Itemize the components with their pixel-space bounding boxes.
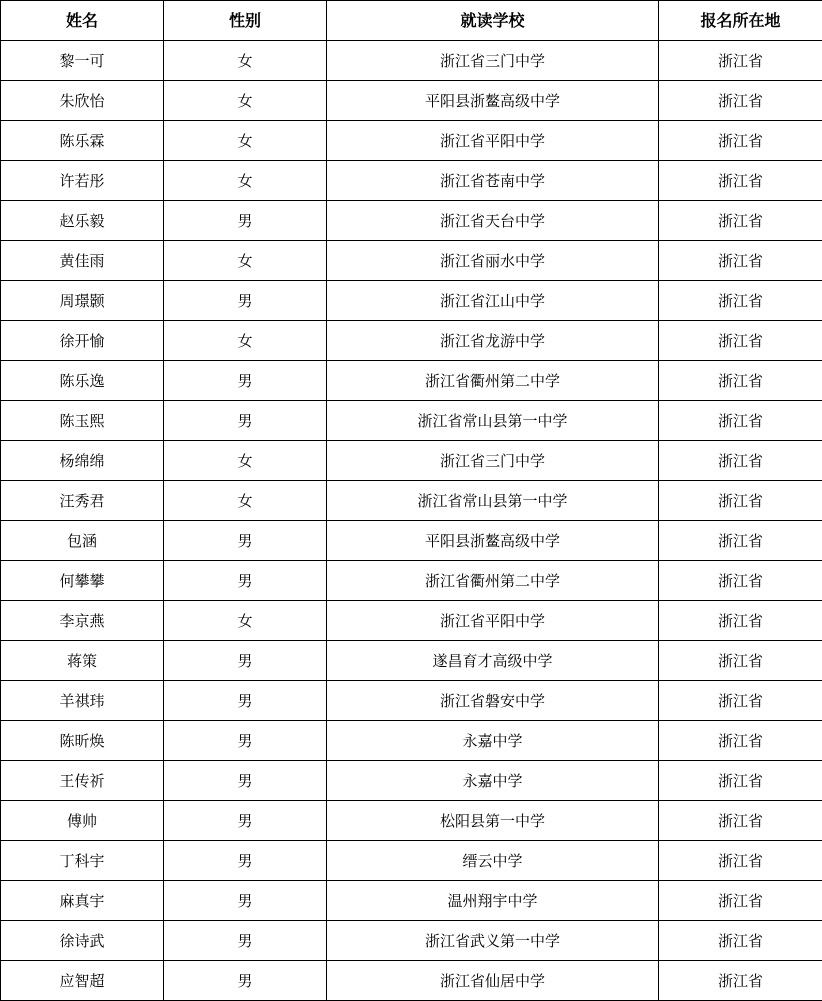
table-row (1, 601, 822, 641)
cell-school: 浙江省常山县第一中学 (327, 401, 659, 441)
cell-name: 何攀攀 (1, 561, 164, 601)
cell-gender: 男 (164, 201, 327, 241)
cell-region: 浙江省 (659, 881, 822, 921)
cell-name: 徐诗武 (1, 921, 164, 961)
cell-region: 浙江省 (659, 961, 822, 1001)
cell-name: 傅帅 (1, 801, 164, 841)
cell-name: 周璟颢 (1, 281, 164, 321)
cell-gender: 男 (164, 801, 327, 841)
cell-region: 浙江省 (659, 841, 822, 881)
cell-school: 浙江省常山县第一中学 (327, 481, 659, 521)
table-row (1, 241, 822, 281)
table-row (1, 201, 822, 241)
table-row (1, 441, 822, 481)
cell-region: 浙江省 (659, 601, 822, 641)
cell-region: 浙江省 (659, 401, 822, 441)
cell-region: 浙江省 (659, 81, 822, 121)
table-row (1, 361, 822, 401)
cell-school: 浙江省丽水中学 (327, 241, 659, 281)
cell-region: 浙江省 (659, 201, 822, 241)
cell-name: 陈玉熙 (1, 401, 164, 441)
cell-name: 黎一可 (1, 41, 164, 81)
cell-school: 浙江省三门中学 (327, 41, 659, 81)
cell-name: 赵乐毅 (1, 201, 164, 241)
cell-name: 包涵 (1, 521, 164, 561)
cell-gender: 女 (164, 481, 327, 521)
cell-gender: 男 (164, 721, 327, 761)
cell-region: 浙江省 (659, 641, 822, 681)
cell-gender: 女 (164, 81, 327, 121)
cell-region: 浙江省 (659, 521, 822, 561)
cell-region: 浙江省 (659, 481, 822, 521)
cell-name: 黄佳雨 (1, 241, 164, 281)
cell-name: 应智超 (1, 961, 164, 1001)
cell-region: 浙江省 (659, 561, 822, 601)
cell-region: 浙江省 (659, 441, 822, 481)
cell-region: 浙江省 (659, 681, 822, 721)
cell-school: 温州翔宇中学 (327, 881, 659, 921)
cell-gender: 女 (164, 241, 327, 281)
cell-gender: 男 (164, 641, 327, 681)
cell-school: 缙云中学 (327, 841, 659, 881)
header-region: 报名所在地 (659, 1, 822, 41)
cell-school: 浙江省天台中学 (327, 201, 659, 241)
cell-name: 羊祺玮 (1, 681, 164, 721)
cell-region: 浙江省 (659, 321, 822, 361)
header-gender: 性别 (164, 1, 327, 41)
table-row (1, 721, 822, 761)
cell-region: 浙江省 (659, 121, 822, 161)
cell-region: 浙江省 (659, 41, 822, 81)
cell-region: 浙江省 (659, 921, 822, 961)
cell-gender: 男 (164, 401, 327, 441)
cell-gender: 男 (164, 361, 327, 401)
cell-gender: 男 (164, 681, 327, 721)
cell-school: 浙江省衢州第二中学 (327, 561, 659, 601)
cell-school: 浙江省平阳中学 (327, 601, 659, 641)
cell-gender: 男 (164, 881, 327, 921)
cell-name: 蒋策 (1, 641, 164, 681)
cell-region: 浙江省 (659, 761, 822, 801)
cell-name: 丁科宇 (1, 841, 164, 881)
table-row (1, 41, 822, 81)
table-row (1, 281, 822, 321)
cell-gender: 女 (164, 41, 327, 81)
table-row (1, 521, 822, 561)
table-row (1, 161, 822, 201)
cell-region: 浙江省 (659, 241, 822, 281)
cell-gender: 女 (164, 161, 327, 201)
table-row (1, 961, 822, 1001)
table-header-row (1, 1, 822, 41)
cell-name: 朱欣怡 (1, 81, 164, 121)
cell-gender: 女 (164, 441, 327, 481)
table-row (1, 641, 822, 681)
cell-name: 杨绵绵 (1, 441, 164, 481)
cell-gender: 男 (164, 961, 327, 1001)
cell-school: 平阳县浙鳌高级中学 (327, 81, 659, 121)
cell-region: 浙江省 (659, 161, 822, 201)
cell-name: 李京燕 (1, 601, 164, 641)
cell-region: 浙江省 (659, 801, 822, 841)
table-row (1, 401, 822, 441)
cell-school: 松阳县第一中学 (327, 801, 659, 841)
cell-region: 浙江省 (659, 281, 822, 321)
table-row (1, 81, 822, 121)
table-row (1, 801, 822, 841)
cell-gender: 男 (164, 561, 327, 601)
cell-region: 浙江省 (659, 721, 822, 761)
cell-gender: 男 (164, 761, 327, 801)
cell-school: 平阳县浙鳌高级中学 (327, 521, 659, 561)
table-row (1, 681, 822, 721)
cell-name: 麻真宇 (1, 881, 164, 921)
cell-school: 遂昌育才高级中学 (327, 641, 659, 681)
cell-gender: 男 (164, 521, 327, 561)
cell-gender: 女 (164, 121, 327, 161)
cell-school: 浙江省龙游中学 (327, 321, 659, 361)
cell-region: 浙江省 (659, 361, 822, 401)
cell-school: 浙江省江山中学 (327, 281, 659, 321)
cell-name: 陈乐逸 (1, 361, 164, 401)
table-row (1, 481, 822, 521)
cell-school: 永嘉中学 (327, 761, 659, 801)
cell-name: 徐开愉 (1, 321, 164, 361)
cell-gender: 男 (164, 841, 327, 881)
cell-school: 浙江省仙居中学 (327, 961, 659, 1001)
cell-school: 永嘉中学 (327, 721, 659, 761)
table-row (1, 561, 822, 601)
cell-school: 浙江省三门中学 (327, 441, 659, 481)
table-body (1, 41, 822, 1001)
cell-name: 汪秀君 (1, 481, 164, 521)
cell-gender: 女 (164, 321, 327, 361)
cell-name: 许若彤 (1, 161, 164, 201)
cell-school: 浙江省平阳中学 (327, 121, 659, 161)
cell-gender: 男 (164, 281, 327, 321)
cell-name: 陈昕焕 (1, 721, 164, 761)
cell-school: 浙江省磐安中学 (327, 681, 659, 721)
cell-name: 陈乐霖 (1, 121, 164, 161)
header-name: 姓名 (1, 1, 164, 41)
cell-school: 浙江省武义第一中学 (327, 921, 659, 961)
header-school: 就读学校 (327, 1, 659, 41)
table-row (1, 881, 822, 921)
table-row (1, 761, 822, 801)
cell-school: 浙江省衢州第二中学 (327, 361, 659, 401)
cell-gender: 女 (164, 601, 327, 641)
table-row (1, 921, 822, 961)
table-row (1, 321, 822, 361)
table-row (1, 841, 822, 881)
cell-name: 王传祈 (1, 761, 164, 801)
cell-school: 浙江省苍南中学 (327, 161, 659, 201)
cell-gender: 男 (164, 921, 327, 961)
table-row (1, 121, 822, 161)
